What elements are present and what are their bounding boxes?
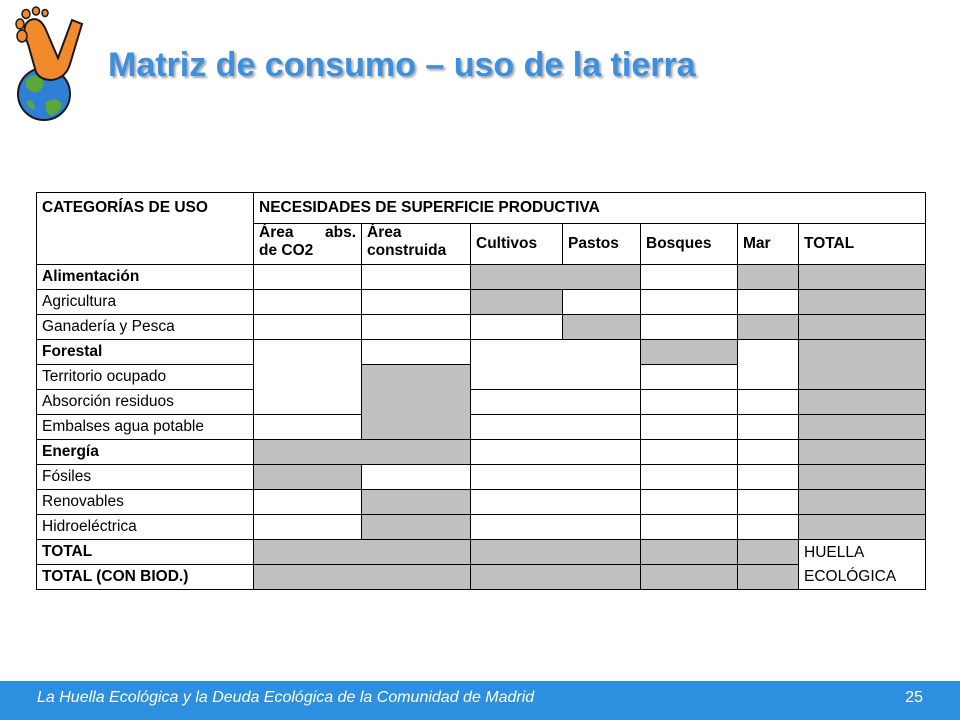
table-cell: [362, 465, 471, 490]
row-label: Ganadería y Pesca: [37, 315, 254, 340]
table-cell-shaded: [799, 315, 926, 340]
table-row: [37, 340, 926, 365]
table-cell: [471, 515, 641, 540]
table-cell: [254, 515, 362, 540]
table-cell: [641, 365, 738, 390]
table-cell: [641, 315, 738, 340]
table-cell: [362, 290, 471, 315]
table-row: [37, 315, 926, 340]
header-categories: CATEGORÍAS DE USO: [37, 193, 254, 265]
header-bosques: Bosques: [641, 224, 738, 265]
header-total: TOTAL: [799, 224, 926, 265]
table-cell: [641, 440, 738, 465]
table-cell: [254, 315, 362, 340]
header-productive-surface: NECESIDADES DE SUPERFICIE PRODUCTIVA: [254, 193, 926, 224]
row-label: Embalses agua potable: [37, 415, 254, 440]
table-row: [37, 565, 926, 590]
row-label: Absorción residuos: [37, 390, 254, 415]
table-cell-shaded: [254, 565, 471, 590]
table-cell-shaded: [641, 565, 738, 590]
table-cell: [738, 340, 799, 390]
table-cell-shaded: [799, 490, 926, 515]
table-cell-shaded: [362, 515, 471, 540]
table-cell-shaded: [254, 440, 471, 465]
slide-title: Matriz de consumo – uso de la tierra: [108, 46, 696, 84]
table-cell: [738, 440, 799, 465]
table-cell: [641, 515, 738, 540]
row-label: Alimentación: [37, 265, 254, 290]
table-cell-shaded: [799, 465, 926, 490]
table-cell: [738, 415, 799, 440]
table-cell-shaded: [362, 490, 471, 515]
table-cell-shaded: [799, 265, 926, 290]
table-cell: [254, 415, 362, 440]
table-row: [37, 290, 926, 315]
footer-bar: [0, 681, 960, 720]
table-cell: [362, 265, 471, 290]
row-label: Energía: [37, 440, 254, 465]
table-cell: [471, 415, 641, 440]
table-cell-shaded: [738, 540, 799, 565]
header-row-1: [37, 193, 926, 224]
table-row: [37, 465, 926, 490]
table-row: [37, 490, 926, 515]
header-area-construida: Área construida: [362, 224, 471, 265]
table-cell: [738, 390, 799, 415]
table-cell-shaded: [471, 565, 641, 590]
table-cell: [738, 515, 799, 540]
page-number: 25: [905, 689, 923, 706]
footprint-globe-logo-icon: [8, 6, 90, 124]
row-label: Renovables: [37, 490, 254, 515]
consumption-land-use-matrix: [36, 192, 926, 590]
table-cell: [641, 265, 738, 290]
header-mar: Mar: [738, 224, 799, 265]
table-cell: [641, 465, 738, 490]
table-cell: [471, 440, 641, 465]
header-pastos: Pastos: [563, 224, 641, 265]
table-cell-shaded: [471, 540, 641, 565]
table-cell-shaded: [254, 540, 471, 565]
table-cell: [738, 490, 799, 515]
table-cell: [471, 340, 641, 390]
table-cell: [563, 290, 641, 315]
row-label: TOTAL: [37, 540, 254, 565]
table-row: [37, 540, 926, 565]
table-cell-shaded: [362, 365, 471, 440]
table-cell: [641, 490, 738, 515]
row-label: TOTAL (CON BIOD.): [37, 565, 254, 590]
table-cell: [254, 290, 362, 315]
table-row: [37, 515, 926, 540]
header-area-abs-co2: Área abs. de CO2: [254, 224, 362, 265]
row-label: Forestal: [37, 340, 254, 365]
footer-text: La Huella Ecológica y la Deuda Ecológica de la Comunidad de Madrid: [37, 689, 535, 706]
table-cell: [254, 340, 362, 415]
table-cell-shaded: [471, 290, 563, 315]
header-cultivos: Cultivos: [471, 224, 563, 265]
table-cell-shaded: [641, 540, 738, 565]
table-cell-shaded: [799, 415, 926, 440]
table-cell: [362, 340, 471, 365]
table-cell-shaded: [254, 465, 362, 490]
table-cell-shaded: [799, 440, 926, 465]
table-row: [37, 415, 926, 440]
row-label: Agricultura: [37, 290, 254, 315]
table-cell-shaded: [738, 565, 799, 590]
table-cell: [471, 465, 641, 490]
table-cell-shaded: [799, 515, 926, 540]
table-cell-shaded: [641, 340, 738, 365]
table-row: [37, 390, 926, 415]
table-row: [37, 440, 926, 465]
table-cell-shaded: [799, 340, 926, 390]
row-label: Fósiles: [37, 465, 254, 490]
table-row: [37, 265, 926, 290]
table-cell: [471, 315, 563, 340]
table-cell: [738, 465, 799, 490]
table-cell-shaded: [799, 290, 926, 315]
table-cell: [362, 315, 471, 340]
table-cell: [254, 490, 362, 515]
row-label: Hidroeléctrica: [37, 515, 254, 540]
row-label: Territorio ocupado: [37, 365, 254, 390]
table-cell: [641, 415, 738, 440]
table-cell-shaded: [738, 315, 799, 340]
table-cell-shaded: [738, 265, 799, 290]
table-cell: [471, 490, 641, 515]
table-cell: [738, 290, 799, 315]
table-cell-shaded: [563, 315, 641, 340]
table-cell: [641, 390, 738, 415]
table-cell: [471, 390, 641, 415]
table-cell: [254, 265, 362, 290]
table-cell: [641, 290, 738, 315]
table-cell-shaded: [799, 390, 926, 415]
huella-ecologica-cell: HUELLA ECOLÓGICA: [799, 540, 926, 590]
table-cell-shaded: [471, 265, 641, 290]
